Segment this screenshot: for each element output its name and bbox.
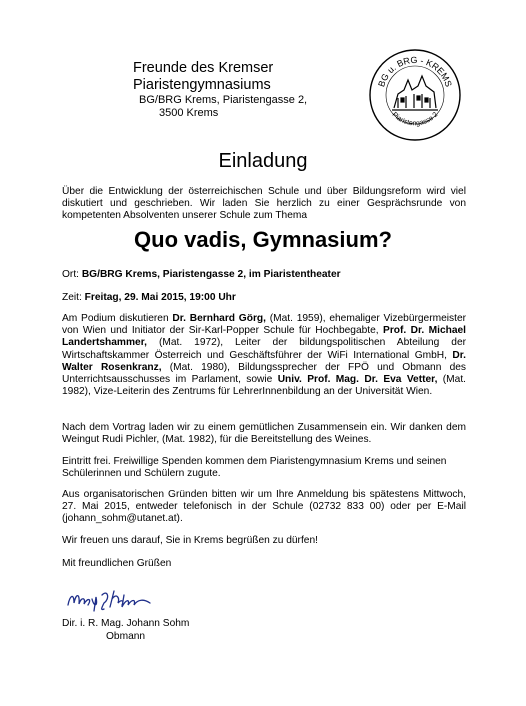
event-subtitle: Quo vadis, Gymnasium?	[134, 227, 392, 252]
panelist-name: Dr. Bernhard Görg,	[172, 313, 266, 324]
location-value: BG/BRG Krems, Piaristengasse 2, im Piaristentheater	[81, 269, 341, 280]
podium-paragraph	[62, 313, 466, 398]
donations-paragraph: Eintritt frei. Freiwillige Spenden kommen dem Piaristengymnasium Krems und seinen Schülerinnen und Schülern zugute.	[62, 456, 447, 480]
greeting-line: Mit freundlichen Grüßen	[62, 558, 172, 569]
time-value: Freitag, 29. Mai 2015, 19:00 Uhr	[84, 292, 236, 303]
signer-role: Obmann	[106, 631, 146, 642]
time-label: Zeit:	[62, 292, 82, 303]
org-name-line2: Piaristengymnasiums	[133, 76, 271, 93]
intro-paragraph: Über die Entwicklung der österreichischen Schule und über Bildungsreform wird viel diskutiert und geschrieben. Wir laden Sie herzlich zu einer Gesprächsrunde von kompetenten Absolventen unserer Schule zum Thema	[62, 186, 466, 222]
handwritten-signature	[64, 585, 156, 613]
panelist-name: Univ. Prof. Mag. Dr. Eva Vetter,	[277, 374, 438, 386]
podium-text: (Mat. 1982), Vize-Leiterin des Zentrums für LehrerInnenbildung an der Universität Wien.	[62, 374, 466, 398]
logo-text: BG u. BRG - KREMS	[376, 54, 454, 89]
address-line1: BG/BRG Krems, Piaristengasse 2,	[139, 94, 308, 107]
closing-line: Wir freuen uns darauf, Sie in Krems begrüßen zu dürfen!	[62, 535, 318, 546]
location-label: Ort:	[62, 269, 79, 280]
page-title: Einladung	[218, 150, 308, 172]
time-line	[62, 292, 466, 304]
panelist-name: Prof. Dr. Michael Landertshammer,	[62, 325, 467, 349]
signer-name: Dir. i. R. Mag. Johann Sohm	[62, 618, 190, 629]
panelist-name: Dr. Walter Rosenkranz,	[62, 349, 466, 373]
podium-text: (Mat. 1972), Leiter der bildungspolitischen Abteilung der Wirtschaftskammer Österreich und Geschäftsführer der WiFi International GmbH,	[62, 337, 466, 361]
address-line2: 3500 Krems	[159, 106, 219, 119]
org-name-line1: Freunde des Kremser	[133, 60, 274, 76]
logo-subtext: Piaristengasse 2	[390, 111, 440, 128]
school-seal-logo	[368, 48, 462, 142]
registration-paragraph: Aus organisatorischen Gründen bitten wir um Ihre Anmeldung bis spätestens Mittwoch, 27. Mai 2015, entweder telefonisch in der Schule (02732 833 00) oder per E-Mail (johann_sohm@utanet.at).	[62, 489, 466, 525]
organization-header	[133, 60, 307, 120]
podium-text: Am Podium diskutieren	[62, 313, 173, 324]
podium-text: (Mat. 1980), Bildungssprecher der FPÖ und Obmann des Unterrichtsausschusses im Parlament, sowie	[62, 361, 466, 386]
location-line	[62, 269, 466, 281]
reception-paragraph: Nach dem Vortrag laden wir zu einem gemütlichen Zusammensein ein. Wir danken dem Weingut Rudi Pichler, (Mat. 1982), für die Bereitstellung des Weines.	[62, 422, 466, 446]
signer-block	[62, 617, 189, 643]
podium-text: (Mat. 1959), ehemaliger Vizebürgermeister von Wien und Initiator der Sir-Karl-Popper Schule für Hochbegabte,	[62, 313, 466, 337]
building-drawing-icon	[392, 76, 438, 110]
